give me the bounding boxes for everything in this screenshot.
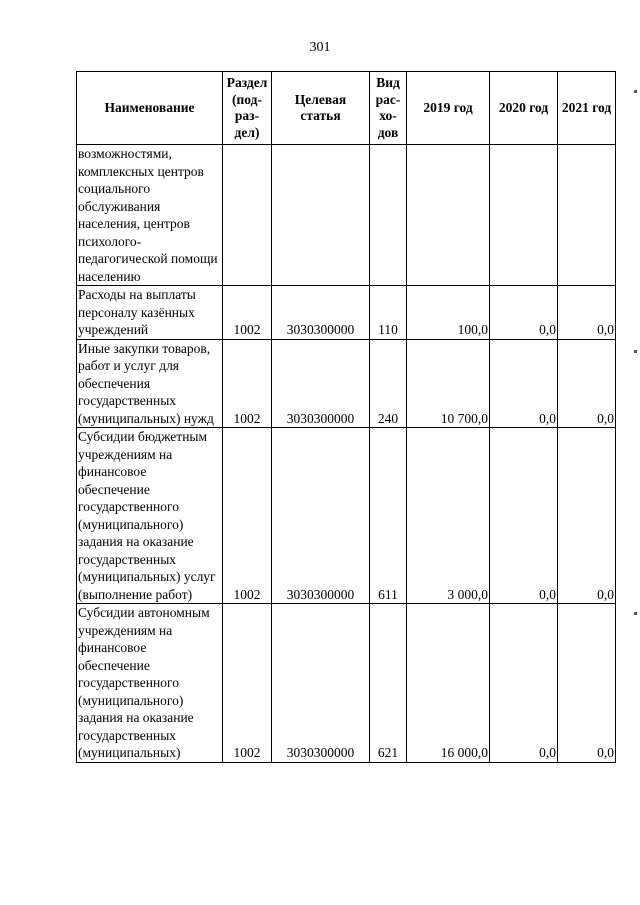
- scan-mark: [634, 350, 637, 353]
- header-2019: 2019 год: [407, 72, 490, 145]
- row-2019: 10 700,0: [407, 339, 490, 428]
- row-2019: [407, 145, 490, 286]
- scan-mark: [634, 612, 637, 615]
- row-2020: 0,0: [490, 428, 558, 604]
- header-type: Вид рас-хо-дов: [370, 72, 407, 145]
- page-number: 301: [309, 40, 331, 55]
- row-name: Субсидии бюджетным учреждениям на финансовое обеспечение государственного (муниципального) задания на оказание государственных (муниципальных) услуг (выполнение работ): [77, 428, 223, 604]
- row-section: 1002: [223, 339, 272, 428]
- table-row: [77, 286, 616, 340]
- row-type: 621: [370, 604, 407, 763]
- row-2021: 0,0: [558, 339, 616, 428]
- header-section: Раздел (под-раз-дел): [223, 72, 272, 145]
- row-type: [370, 145, 407, 286]
- header-2021: 2021 год: [558, 72, 616, 145]
- row-2021: 0,0: [558, 286, 616, 340]
- row-2020: [490, 145, 558, 286]
- row-2020: 0,0: [490, 286, 558, 340]
- row-2019: 16 000,0: [407, 604, 490, 763]
- table-row: [77, 428, 616, 604]
- row-type: 611: [370, 428, 407, 604]
- row-name: Расходы на выплаты персоналу казённых учреждений: [77, 286, 223, 340]
- table-row: [77, 604, 616, 763]
- row-section: 1002: [223, 428, 272, 604]
- row-type: 110: [370, 286, 407, 340]
- row-2021: 0,0: [558, 604, 616, 763]
- row-target: [272, 145, 370, 286]
- row-target: 3030300000: [272, 604, 370, 763]
- row-target: 3030300000: [272, 286, 370, 340]
- row-2020: 0,0: [490, 604, 558, 763]
- header-2020: 2020 год: [490, 72, 558, 145]
- row-name: возможностями, комплексных центров социального обслуживания населения, центров психолого-педагогической помощи населению: [77, 145, 223, 286]
- row-target: 3030300000: [272, 339, 370, 428]
- budget-table: [76, 71, 616, 763]
- row-name: Субсидии автономным учреждениям на финансовое обеспечение государственного (муниципального) задания на оказание государственных (муниципальных): [77, 604, 223, 763]
- row-2021: 0,0: [558, 428, 616, 604]
- table-row: [77, 145, 616, 286]
- row-name: Иные закупки товаров, работ и услуг для обеспечения государственных (муниципальных) нужд: [77, 339, 223, 428]
- table-row: [77, 339, 616, 428]
- row-target: 3030300000: [272, 428, 370, 604]
- header-target: Целевая статья: [272, 72, 370, 145]
- row-2021: [558, 145, 616, 286]
- row-2019: 3 000,0: [407, 428, 490, 604]
- row-2020: 0,0: [490, 339, 558, 428]
- header-name: Наименование: [77, 72, 223, 145]
- row-section: 1002: [223, 604, 272, 763]
- row-section: [223, 145, 272, 286]
- row-type: 240: [370, 339, 407, 428]
- table-header-row: [77, 72, 616, 145]
- row-2019: 100,0: [407, 286, 490, 340]
- scan-mark: [634, 90, 637, 93]
- row-section: 1002: [223, 286, 272, 340]
